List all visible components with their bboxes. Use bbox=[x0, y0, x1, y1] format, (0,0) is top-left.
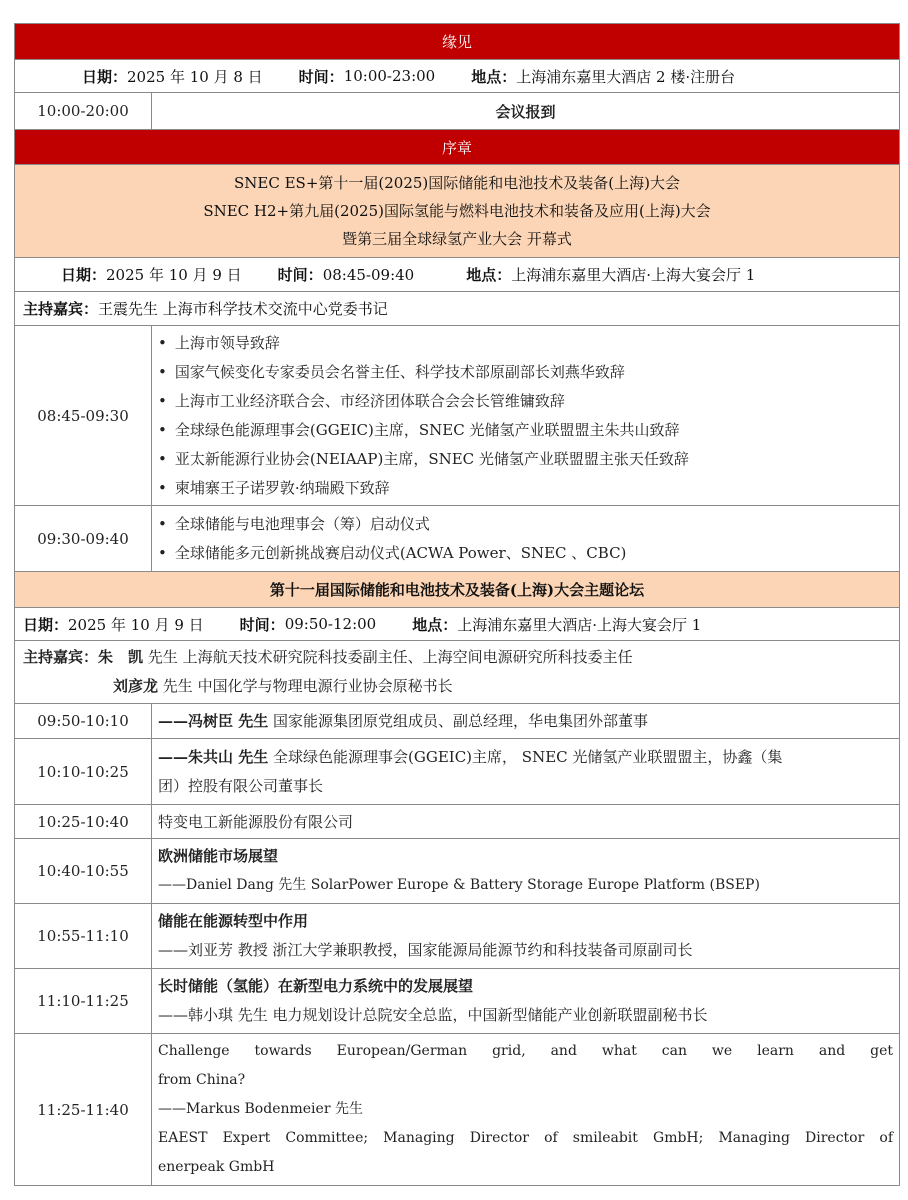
schedule-row bbox=[14, 805, 900, 839]
section-subtitle-block bbox=[14, 165, 900, 258]
slot-time: 11:10-11:25 bbox=[15, 969, 152, 1033]
slot-time: 11:25-11:40 bbox=[15, 1034, 152, 1185]
list-item: • 国家气候变化专家委员会名誉主任、科学技术部原副部长刘燕华致辞 bbox=[158, 358, 893, 387]
list-item: • 上海市领导致辞 bbox=[158, 329, 893, 358]
host-line bbox=[23, 643, 891, 672]
slot-body bbox=[152, 969, 899, 1033]
place-label: 地点： bbox=[412, 615, 458, 634]
speaker-line: ——Daniel Dang 先生 SolarPower Europe & Battery Storage Europe Platform (BSEP) bbox=[158, 877, 760, 893]
section-title: 序章 bbox=[441, 138, 472, 157]
talk-title: 欧洲储能市场展望 bbox=[158, 847, 279, 865]
slot-body: 特变电工新能源股份有限公司 bbox=[158, 813, 354, 831]
place-value: 上海浦东嘉里大酒店·上海大宴会厅 1 bbox=[511, 266, 756, 284]
place-label: 地点： bbox=[471, 67, 517, 86]
time-label: 时间： bbox=[298, 67, 344, 86]
subtitle-line: 暨第三届全球绿氢产业大会 开幕式 bbox=[342, 230, 572, 248]
list-item: • 上海市工业经济联合会、市经济团体联合会会长管维镛致辞 bbox=[158, 387, 893, 416]
talk-title-cont: from China? bbox=[158, 1072, 246, 1088]
speech-list bbox=[158, 329, 893, 503]
host-row bbox=[14, 641, 900, 704]
slot-time: 10:55-11:10 bbox=[15, 904, 152, 968]
schedule-row bbox=[14, 326, 900, 506]
date-value: 2025 年 10 月 9 日 bbox=[106, 266, 242, 284]
list-item: • 亚太新能源行业协会(NEIAAP)主席，SNEC 光储氢产业联盟盟主张天任致辞 bbox=[158, 445, 893, 474]
schedule-row bbox=[14, 704, 900, 739]
schedule-row bbox=[14, 839, 900, 904]
schedule-row bbox=[14, 506, 900, 572]
slot-body bbox=[152, 904, 899, 968]
slot-body bbox=[152, 1034, 899, 1185]
speaker-line: ——韩小琪 先生 电力规划设计总院安全总监，中国新型储能产业创新联盟副秘书长 bbox=[158, 1006, 708, 1024]
talk-title: Challenge towards European/German grid, and what can we learn and get bbox=[158, 1043, 893, 1059]
host-desc: 先生 上海航天技术研究院科技委副主任、上海空间电源研究所科技委主任 bbox=[147, 648, 633, 666]
section-title: 第十一届国际储能和电池技术及装备(上海)大会主题论坛 bbox=[269, 581, 645, 599]
section-title: 缘见 bbox=[441, 33, 472, 51]
host-line bbox=[23, 672, 891, 701]
speaker-name: ——朱共山 先生 bbox=[158, 747, 269, 766]
section-header-forum bbox=[14, 572, 900, 608]
registration-row bbox=[14, 93, 900, 130]
place-label: 地点： bbox=[466, 266, 512, 284]
speaker-desc-cont: 团）控股有限公司董事长 bbox=[158, 776, 324, 795]
speaker-desc: 国家能源集团原党组成员、副总经理，华电集团外部董事 bbox=[273, 711, 649, 730]
date-label: 日期： bbox=[82, 67, 128, 86]
schedule-row bbox=[14, 739, 900, 805]
schedule-row bbox=[14, 969, 900, 1034]
section-header-yuanjian bbox=[14, 23, 900, 60]
registration-label: 会议报到 bbox=[495, 102, 556, 121]
info-row bbox=[14, 608, 900, 641]
speaker-desc: EAEST Expert Committee; Managing Director of smileabit GmbH; Managing Director of bbox=[158, 1130, 893, 1146]
time-value: 09:50-12:00 bbox=[284, 615, 377, 633]
host-name: 朱 凯 bbox=[98, 648, 144, 666]
host-label: 主持嘉宾： bbox=[23, 648, 99, 666]
date-label: 日期： bbox=[61, 266, 107, 284]
slot-body bbox=[152, 739, 899, 804]
info-row bbox=[14, 258, 900, 292]
slot-time: 10:40-10:55 bbox=[15, 839, 152, 903]
list-item: • 全球储能多元创新挑战赛启动仪式(ACWA Power、SNEC 、CBC) bbox=[158, 539, 893, 568]
date-label: 日期： bbox=[23, 615, 69, 634]
slot-body bbox=[152, 326, 899, 505]
section-header-xuzhang bbox=[14, 130, 900, 165]
info-row bbox=[14, 60, 900, 93]
schedule-row bbox=[14, 904, 900, 969]
slot-body bbox=[152, 839, 899, 903]
speaker-desc-cont: enerpeak GmbH bbox=[158, 1159, 275, 1175]
host-desc: 先生 中国化学与物理电源行业协会原秘书长 bbox=[162, 677, 453, 695]
host-row bbox=[14, 292, 900, 326]
date-value: 2025 年 10 月 8 日 bbox=[127, 67, 263, 86]
talk-title: 长时储能（氢能）在新型电力系统中的发展展望 bbox=[158, 977, 474, 995]
place-value: 上海浦东嘉里大酒店 2 楼·注册台 bbox=[516, 67, 736, 86]
time-value: 10:00-23:00 bbox=[343, 67, 436, 85]
slot-time: 10:00-20:00 bbox=[15, 93, 152, 129]
subtitle-line: SNEC H2+第九届(2025)国际氢能与燃料电池技术和装备及应用(上海)大会 bbox=[203, 202, 711, 220]
schedule-row bbox=[14, 1034, 900, 1186]
speaker-line: ——Markus Bodenmeier 先生 bbox=[158, 1101, 363, 1117]
slot-body bbox=[152, 506, 899, 571]
ceremony-list bbox=[158, 510, 893, 568]
talk-title: 储能在能源转型中作用 bbox=[158, 912, 309, 930]
subtitle-line: SNEC ES+第十一届(2025)国际储能和电池技术及装备(上海)大会 bbox=[234, 174, 680, 192]
agenda-table bbox=[14, 23, 900, 1186]
slot-time: 10:10-10:25 bbox=[15, 739, 152, 804]
time-value: 08:45-09:40 bbox=[322, 265, 415, 284]
host-name: 刘彦龙 bbox=[113, 677, 159, 695]
speaker-line: ——刘亚芳 教授 浙江大学兼职教授，国家能源局能源节约和科技装备司原副司长 bbox=[158, 941, 693, 959]
list-item: • 柬埔寨王子诺罗敦·纳瑞殿下致辞 bbox=[158, 474, 893, 503]
speaker-desc: 全球绿色能源理事会(GGEIC)主席， SNEC 光储氢产业联盟盟主，协鑫（集 bbox=[273, 747, 783, 766]
list-item: • 全球绿色能源理事会(GGEIC)主席，SNEC 光储氢产业联盟盟主朱共山致辞 bbox=[158, 416, 893, 445]
host-value: 王震先生 上海市科学技术交流中心党委书记 bbox=[98, 300, 388, 318]
list-item: • 全球储能与电池理事会（筹）启动仪式 bbox=[158, 510, 893, 539]
speaker-name: ——冯树臣 先生 bbox=[158, 711, 269, 730]
slot-time: 08:45-09:30 bbox=[15, 326, 152, 505]
host-label: 主持嘉宾： bbox=[23, 300, 99, 318]
slot-time: 09:50-10:10 bbox=[15, 704, 152, 738]
slot-time: 10:25-10:40 bbox=[15, 805, 152, 838]
date-value: 2025 年 10 月 9 日 bbox=[68, 615, 204, 634]
place-value: 上海浦东嘉里大酒店·上海大宴会厅 1 bbox=[457, 615, 702, 634]
time-label: 时间： bbox=[277, 266, 323, 284]
slot-time: 09:30-09:40 bbox=[15, 506, 152, 571]
time-label: 时间： bbox=[239, 615, 285, 634]
slot-body bbox=[152, 704, 899, 738]
